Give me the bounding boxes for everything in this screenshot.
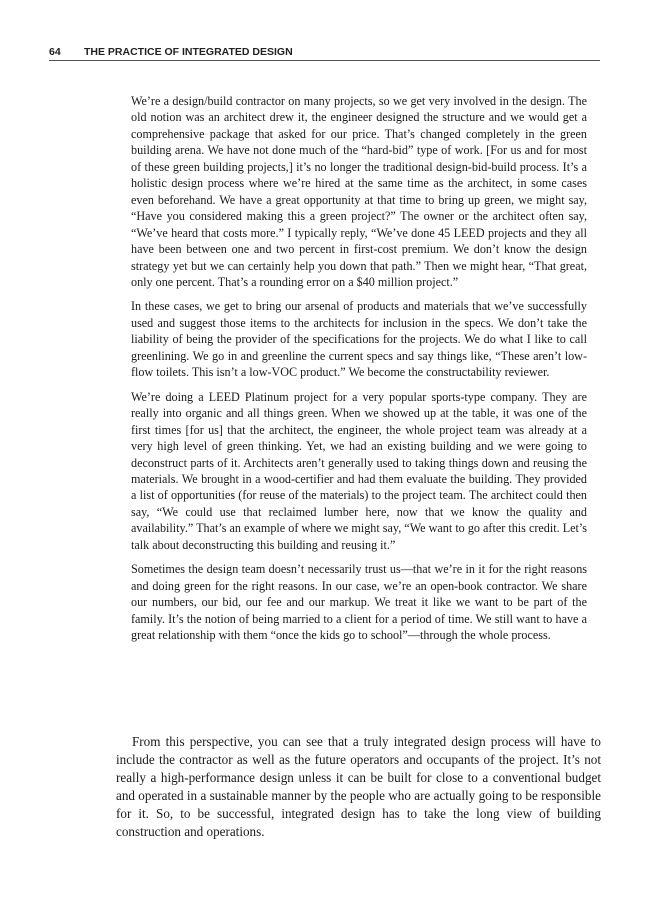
body-paragraph: From this perspective, you can see that a truly integrated design process will have to include the contractor as well as the future operators and occupants of the project. It’s not really a high-performance design unless it can be built for close to a conventional budget and operated in a sustainable manner by the people who are actually going to be responsible for it. So, to be successful, integrated design has to take the long view of building construction and operations.	[116, 734, 601, 840]
running-head-title: THE PRACTICE OF INTEGRATED DESIGN	[84, 46, 293, 58]
interview-quote	[131, 93, 587, 652]
quote-paragraph: We’re doing a LEED Platinum project for a very popular sports-type company. They are really into organic and all things green. When we showed up at the table, it was one of the first times [for us] that the architect, the engineer, the whole project team was already at a very high level of green thinking. Yet, we had an existing building and we were going to deconstruct parts of it. Architects aren’t generally used to taking things down and reusing the materials. We brought in a wood-certifier and had them evaluate the building. They provided a list of opportunities (for reuse of the materials) to the project team. The architect could then say, “We could use that reclaimed lumber here, now that we know the quality and availability.” That’s an example of where we might say, “We want to go after this credit. Let’s talk about deconstructing this building and reusing it.”	[131, 389, 587, 552]
running-head	[49, 44, 600, 61]
quote-paragraph: Sometimes the design team doesn’t necessarily trust us—that we’re in it for the right reasons and doing green for the right reasons. In our case, we’re an open-book contractor. We share our numbers, our bid, our fee and our markup. We treat it like we want to be part of the family. It’s the notion of being married to a client for a period of time. We still want to have a great relationship with them “once the kids go to school”—through the whole process.	[131, 562, 587, 643]
quote-paragraph: In these cases, we get to bring our arsenal of products and materials that we’ve successfully used and suggest those items to the architects for inclusion in the specs. We don’t take the liability of being the provider of the specifications for the projects. We do what I like to call greenlining. We go in and greenline the current specs and say things like, “These aren’t low-flow toilets. This isn’t a low-VOC product.” We become the constructability reviewer.	[131, 299, 587, 380]
page-number: 64	[49, 46, 61, 58]
quote-paragraph: We’re a design/build contractor on many projects, so we get very involved in the design. The old notion was an architect drew it, the engineer designed the structure and we would get a comprehensive package that asked for our price. That’s changed completely in the green building arena. We have not done much of the “hard-bid” type of work. [For us and for most of these green building projects,] it’s no longer the traditional design-bid-build process. It’s a holistic design process where we’re hired at the same time as the architect, in some cases even beforehand. We have a great opportunity at that time to bring up green, we might say, “Have you considered making this a green project?” The owner or the architect often say, “We’ve heard that costs more.” I typically reply, “We’ve done 45 LEED projects and they all have been between one and two percent in first-cost premium. We don’t know the design strategy yet but we can certainly help you down that path.” Then we might hear, “That great, only one percent. That’s a rounding error on a $40 million project.”	[131, 94, 587, 289]
